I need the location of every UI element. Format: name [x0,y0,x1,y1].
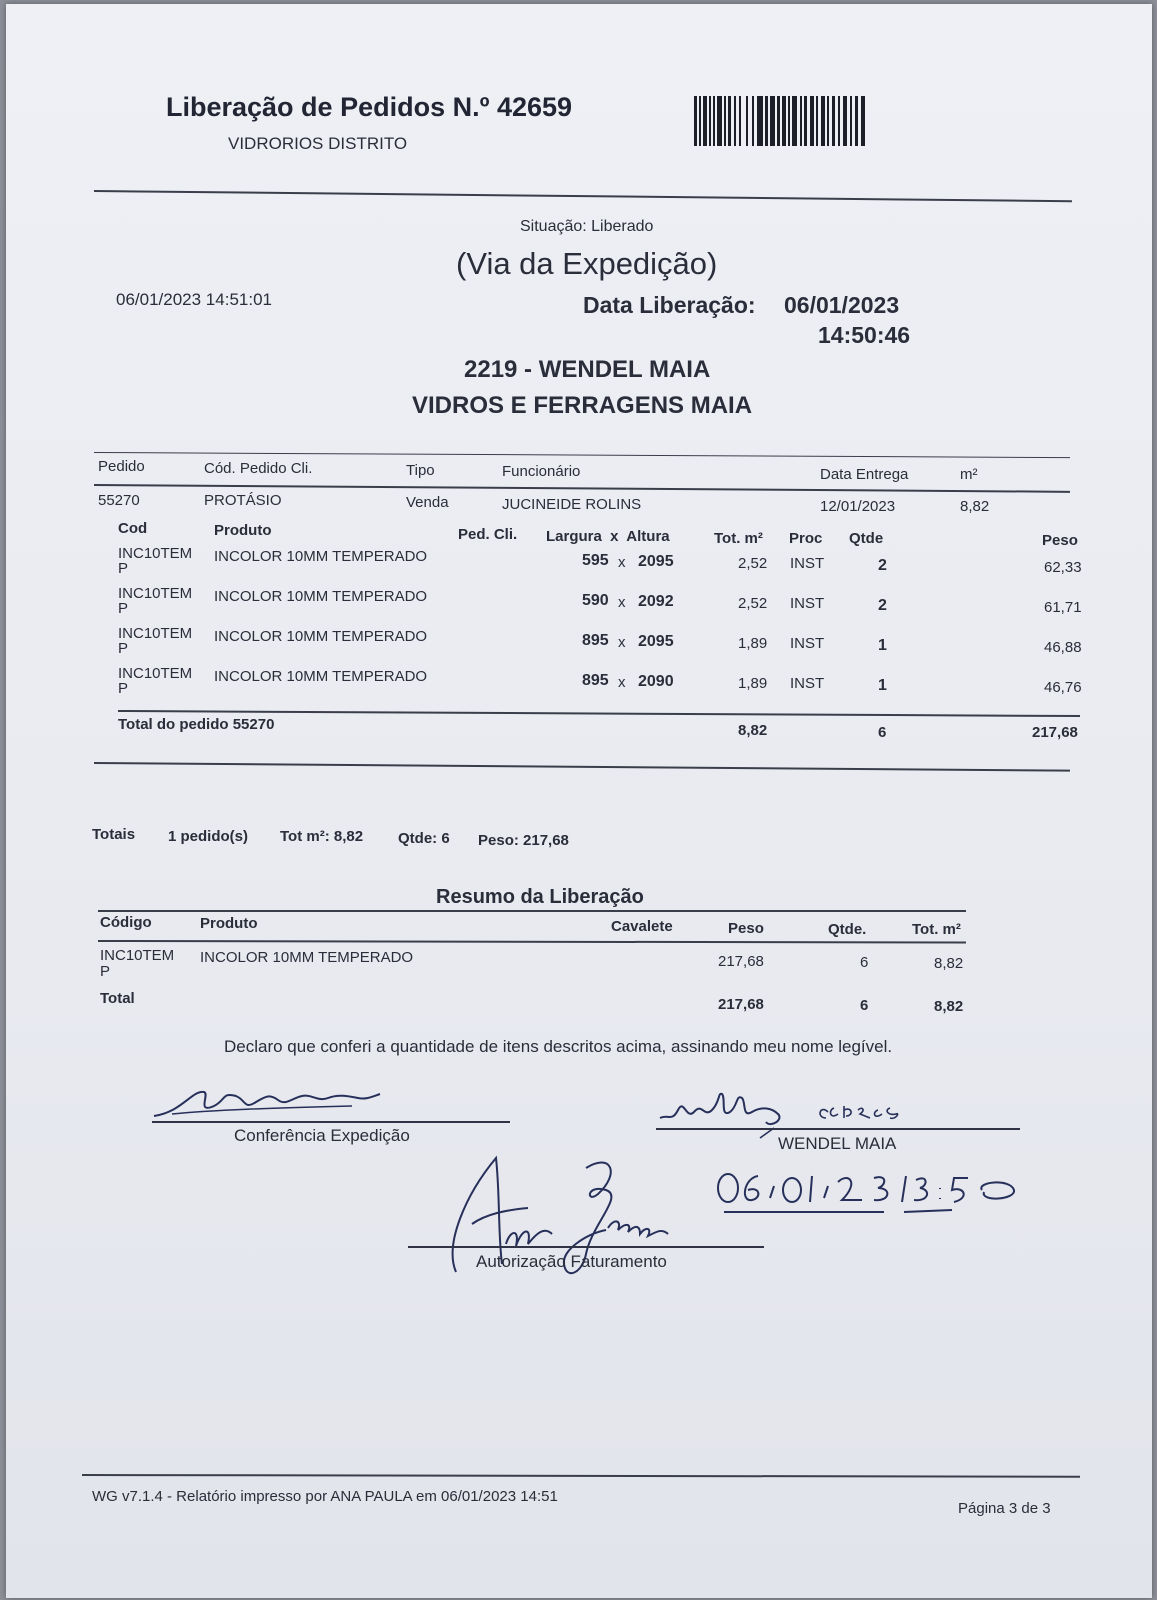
declaration-text: Declaro que conferi a quantidade de itens descritos acima, assinando meu nome legível. [224,1037,893,1056]
item-proc: INST [790,555,825,572]
header-divider [94,190,1072,202]
copy-type: (Via da Expedição) [456,246,718,281]
items-col-tot-m2: Tot. m² [714,530,763,547]
order-total-qtde: 6 [878,724,887,741]
summary-title: Resumo da Liberação [436,886,644,908]
summary-col-codigo: Código [100,914,152,931]
totals-label: Totais [92,826,136,843]
items-col-qtde: Qtde [849,530,884,547]
col-cod-pedido-cli: Cód. Pedido Cli. [204,460,313,477]
item-cod: INC10TEM [118,545,193,562]
order-pedido: 55270 [98,492,140,509]
summary-total-label: Total [100,990,135,1007]
order-total-peso: 217,68 [1032,724,1078,741]
order-table-top-rule [94,452,1070,458]
item-largura: 590 [582,592,609,609]
item-tot-m2: 1,89 [738,675,768,692]
autorizacao-signature-line [408,1246,764,1248]
item-peso: 62,33 [1044,559,1082,576]
order-cod-pedido-cli: PROTÁSIO [204,492,282,509]
summary-col-tot-m2: Tot. m² [912,921,961,938]
summary-peso: 217,68 [718,953,764,970]
col-funcionario: Funcionário [502,463,581,480]
cliente-signature-label: WENDEL MAIA [778,1134,897,1153]
item-x: x [618,634,626,651]
barcode [694,96,866,146]
summary-top-rule [98,910,966,912]
order-total-label: Total do pedido 55270 [118,716,275,733]
item-cod-cont: P [118,680,129,697]
order-total-m2: 8,82 [738,722,768,739]
items-col-largura-altura: Largura x Altura [546,528,670,545]
client-company: VIDROS E FERRAGENS MAIA [412,392,753,419]
footer-rule [82,1474,1080,1478]
item-peso: 61,71 [1044,599,1082,616]
col-m2: m² [960,466,978,483]
item-peso: 46,76 [1044,679,1082,696]
client-name: 2219 - WENDEL MAIA [464,356,711,383]
item-peso: 46,88 [1044,639,1082,656]
summary-produto: INCOLOR 10MM TEMPERADO [200,949,414,966]
order-tipo: Venda [406,494,449,511]
footer-print-info: WG v7.1.4 - Relatório impresso por ANA PAULA em 06/01/2023 14:51 [92,1488,558,1505]
autorizacao-label: Autorização Faturamento [476,1252,667,1271]
item-cod-cont: P [118,600,129,617]
item-cod: INC10TEM [118,585,193,602]
item-qtde: 2 [878,597,887,614]
item-altura: 2095 [638,553,674,570]
totals-m2: Tot m²: 8,82 [280,828,364,845]
summary-col-peso: Peso [728,920,764,937]
summary-codigo-cont: P [100,963,111,980]
release-date-label: Data Liberação: [583,292,756,318]
item-cod: INC10TEM [118,625,193,642]
release-date: 06/01/2023 [784,292,900,318]
summary-codigo: INC10TEM [100,947,175,964]
summary-total-tot-m2: 8,82 [934,998,964,1015]
item-proc: INST [790,635,825,652]
item-largura: 895 [582,672,609,689]
items-col-cod: Cod [118,520,148,537]
conferencia-signature-line [152,1121,510,1123]
page-title: Liberação de Pedidos N.º 42659 [166,92,573,122]
item-tot-m2: 2,52 [738,555,768,572]
item-qtde: 2 [878,557,887,574]
item-cod-cont: P [118,640,129,657]
item-produto: INCOLOR 10MM TEMPERADO [214,588,428,605]
page-number: Página 3 de 3 [958,1500,1051,1517]
summary-col-cavalete: Cavalete [611,918,673,935]
item-x: x [618,674,626,691]
item-x: x [618,554,626,571]
summary-total-qtde: 6 [860,997,869,1014]
item-x: x [618,594,626,611]
item-tot-m2: 1,89 [738,635,768,652]
summary-col-qtde: Qtde. [828,921,867,938]
items-col-ped-cli: Ped. Cli. [458,526,518,543]
release-time: 14:50:46 [818,322,911,348]
item-altura: 2092 [638,593,674,610]
conferencia-label: Conferência Expedição [234,1126,410,1145]
cliente-signature-line [656,1128,1020,1130]
item-produto: INCOLOR 10MM TEMPERADO [214,548,428,565]
item-produto: INCOLOR 10MM TEMPERADO [214,628,428,645]
company-subtitle: VIDRORIOS DISTRITO [228,134,408,153]
item-altura: 2095 [638,633,674,650]
summary-qtde: 6 [860,954,869,971]
col-tipo: Tipo [406,462,435,479]
col-pedido: Pedido [98,458,145,475]
summary-header-rule [98,940,966,944]
print-timestamp: 06/01/2023 14:51:01 [116,290,272,309]
item-proc: INST [790,675,825,692]
summary-col-produto: Produto [200,915,258,932]
item-qtde: 1 [878,677,887,694]
item-largura: 595 [582,552,609,569]
status-text: Situação: Liberado [520,218,654,235]
item-cod: INC10TEM [118,665,193,682]
col-data-entrega: Data Entrega [820,466,909,483]
order-data-entrega: 12/01/2023 [820,498,896,515]
summary-tot-m2: 8,82 [934,955,964,972]
order-funcionario: JUCINEIDE ROLINS [502,496,642,513]
item-tot-m2: 2,52 [738,595,768,612]
totals-qtde: Qtde: 6 [398,830,450,847]
item-largura: 895 [582,632,609,649]
item-proc: INST [790,595,825,612]
signature-conferencia [152,1084,382,1120]
items-col-peso: Peso [1042,532,1078,549]
order-section-divider [94,762,1070,772]
items-col-produto: Produto [214,522,272,539]
item-qtde: 1 [878,637,887,654]
item-cod-cont: P [118,560,129,577]
summary-total-peso: 217,68 [718,996,764,1013]
totals-peso: Peso: 217,68 [478,832,569,849]
items-col-proc: Proc [789,530,823,547]
handwritten-date [714,1168,1024,1222]
item-altura: 2090 [638,673,674,690]
totals-pedidos: 1 pedido(s) [168,828,249,845]
order-m2: 8,82 [960,498,990,515]
item-produto: INCOLOR 10MM TEMPERADO [214,668,428,685]
document-sheet [6,4,1152,1598]
